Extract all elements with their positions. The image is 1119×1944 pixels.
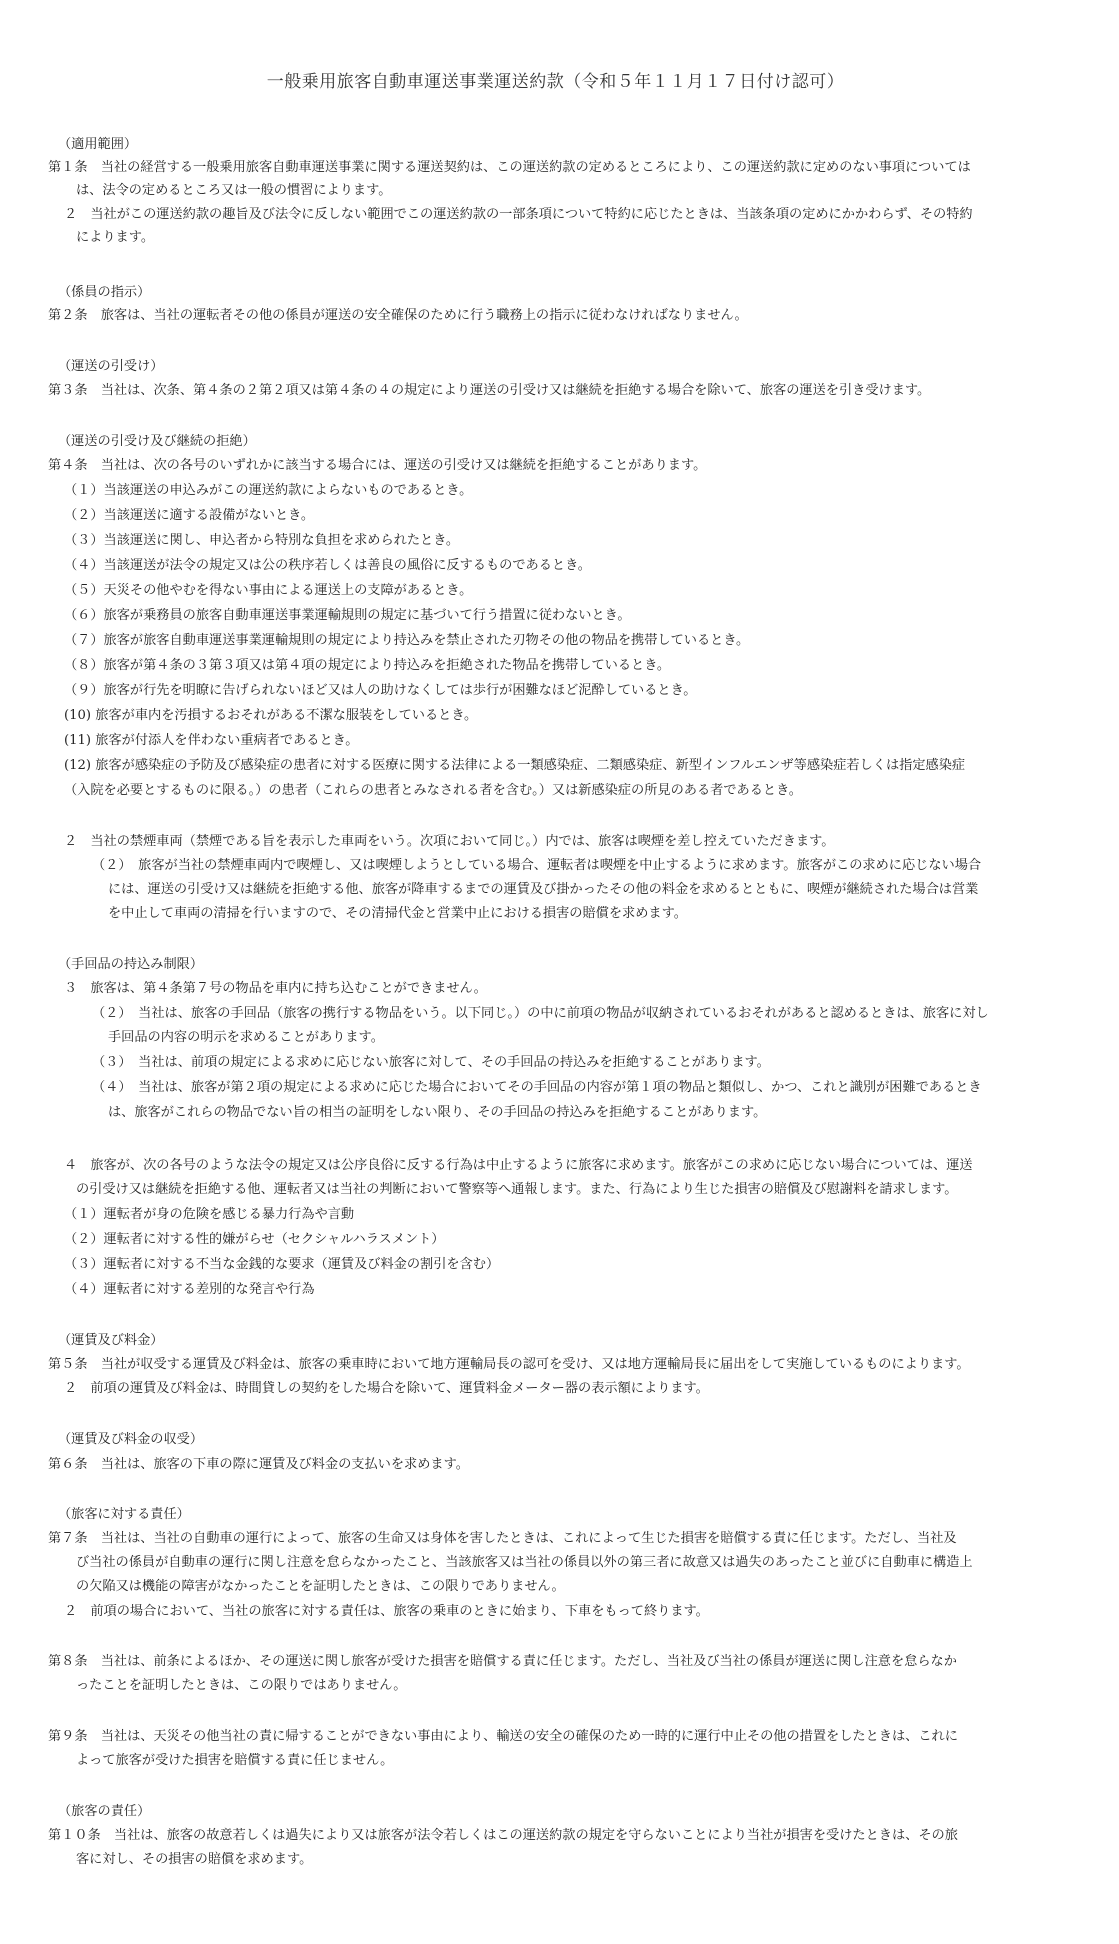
article-4-para-4-item: （２）運転者に対する性的嫌がらせ（セクシャルハラスメント） bbox=[64, 1232, 445, 1247]
section-heading: （係員の指示） bbox=[58, 285, 151, 300]
article-1: 第１条 当社の経営する一般乗用旅客自動車運送事業に関する運送契約は、この運送約款の定めるところにより、この運送約款に定めのない事項については bbox=[48, 160, 971, 175]
article-10: 第１０条 当社は、旅客の故意若しくは過失により又は旅客が法令若しくはこの運送約款の規定を守らないことにより当社が損害を受けたときは、その旅 bbox=[48, 1828, 958, 1843]
article-9-cont: よって旅客が受けた損害を賠償する責に任じません。 bbox=[76, 1753, 394, 1768]
article-3: 第３条 当社は、次条、第４条の２第２項又は第４条の４の規定により運送の引受け又は継続を拒絶する場合を除いて、旅客の運送を引き受けます。 bbox=[48, 383, 931, 398]
article-1-para-2-cont: によります。 bbox=[76, 230, 155, 245]
article-4-para-2-sub-cont: には、運送の引受け又は継続を拒絶する他、旅客が降車するまでの運賃及び掛かったその他の料金を求めるとともに、喫煙が継続された場合は営業 bbox=[108, 882, 979, 897]
article-4-item: （４）当該運送が法令の規定又は公の秩序若しくは善良の風俗に反するものであるとき。 bbox=[64, 558, 591, 573]
article-4-para-3-sub-cont: は、旅客がこれらの物品でない旨の相当の証明をしない限り、その手回品の持込みを拒絶することがあります。 bbox=[108, 1105, 767, 1120]
article-8-cont: ったことを証明したときは、この限りではありません。 bbox=[76, 1678, 407, 1693]
article-4-para-3-sub: （２） 当社は、旅客の手回品（旅客の携行する物品をいう。以下同じ。）の中に前項の物品が収納されているおそれがあると認めるときは、旅客に対し bbox=[92, 1006, 989, 1021]
article-4-item: （１）当該運送の申込みがこの運送約款によらないものであるとき。 bbox=[64, 483, 473, 498]
article-4-para-3-sub-cont: 手回品の内容の明示を求めることがあります。 bbox=[108, 1030, 384, 1045]
document-title: 一般乗用旅客自動車運送事業運送約款（令和５年１１月１７日付け認可） bbox=[266, 72, 845, 92]
section-heading: （旅客に対する責任） bbox=[58, 1507, 190, 1522]
section-heading: （手回品の持込み制限） bbox=[58, 957, 204, 972]
section-heading: （適用範囲） bbox=[58, 137, 138, 152]
article-4-para-4: ４ 旅客が、次の各号のような法令の規定又は公序良俗に反する行為は中止するように旅客に求めます。旅客がこの求めに応じない場合については、運送 bbox=[64, 1158, 973, 1173]
article-4: 第４条 当社は、次の各号のいずれかに該当する場合には、運送の引受け又は継続を拒絶することがあります。 bbox=[48, 458, 707, 473]
article-7-para-2: ２ 前項の場合において、当社の旅客に対する責任は、旅客の乗車のときに始まり、下車をもって終ります。 bbox=[64, 1604, 709, 1619]
section-heading: （運賃及び料金） bbox=[58, 1333, 164, 1348]
section-heading: （運送の引受け及び継続の拒絶） bbox=[58, 434, 256, 449]
article-4-para-2-sub-cont: を中止して車両の清掃を行いますので、その清掃代金と営業中止における損害の賠償を求めます。 bbox=[108, 906, 687, 921]
article-5: 第５条 当社が収受する運賃及び料金は、旅客の乗車時において地方運輸局長の認可を受け、又は地方運輸局長に届出をして実施しているものによります。 bbox=[48, 1357, 970, 1372]
article-4-item: （８）旅客が第４条の３第３項又は第４項の規定により持込みを拒絶された物品を携帯しているとき。 bbox=[64, 658, 671, 673]
article-4-item: (11) 旅客が付添人を伴わない重病者であるとき。 bbox=[64, 733, 359, 748]
article-7-cont: の欠陥又は機能の障害がなかったことを証明したときは、この限りでありません。 bbox=[76, 1579, 565, 1594]
article-4-item: (10) 旅客が車内を汚損するおそれがある不潔な服装をしているとき。 bbox=[64, 708, 478, 723]
article-1-cont: は、法令の定めるところ又は一般の慣習によります。 bbox=[76, 183, 392, 198]
article-4-item: （３）当該運送に関し、申込者から特別な負担を求められたとき。 bbox=[64, 533, 460, 548]
article-7-cont: び当社の係員が自動車の運行に関し注意を怠らなかったこと、当該旅客又は当社の係員以外の第三者に故意又は過失のあったこと並びに自動車に構造上 bbox=[76, 1555, 973, 1570]
article-8: 第８条 当社は、前条によるほか、その運送に関し旅客が受けた損害を賠償する責に任じます。ただし、当社及び当社の係員が運送に関し注意を怠らなか bbox=[48, 1654, 957, 1669]
article-4-para-4-item: （１）運転者が身の危険を感じる暴力行為や言動 bbox=[64, 1207, 355, 1222]
article-4-para-4-cont: の引受け又は継続を拒絶する他、運転者又は当社の判断において警察等へ通報します。また、行為により生じた損害の賠償及び慰謝料を請求します。 bbox=[76, 1182, 958, 1197]
article-4-item-cont: （入院を必要とするものに限る。）の患者（これらの患者とみなされる者を含む。）又は新感染症の所見のある者であるとき。 bbox=[64, 783, 802, 798]
article-4-para-2: ２ 当社の禁煙車両（禁煙である旨を表示した車両をいう。次項において同じ。）内では、旅客は喫煙を差し控えていただきます。 bbox=[64, 834, 835, 849]
article-4-item: （２）当該運送に適する設備がないとき。 bbox=[64, 508, 315, 523]
article-4-item: （５）天災その他やむを得ない事由による運送上の支障があるとき。 bbox=[64, 583, 473, 598]
article-9: 第９条 当社は、天災その他当社の責に帰することができない事由により、輸送の安全の確保のため一時的に運行中止その他の措置をしたときは、これに bbox=[48, 1729, 958, 1744]
article-4-para-4-item: （４）運転者に対する差別的な発言や行為 bbox=[64, 1282, 315, 1297]
section-heading: （運送の引受け） bbox=[58, 359, 164, 374]
section-heading: （運賃及び料金の収受） bbox=[58, 1432, 204, 1447]
article-4-para-3: ３ 旅客は、第４条第７号の物品を車内に持ち込むことができません。 bbox=[64, 981, 487, 996]
article-7: 第７条 当社は、当社の自動車の運行によって、旅客の生命又は身体を害したときは、これによって生じた損害を賠償する責に任じます。ただし、当社及 bbox=[48, 1531, 957, 1546]
article-4-para-2-sub: （２） 旅客が当社の禁煙車両内で喫煙し、又は喫煙しようとしている場合、運転者は喫煙を中止するように求めます。旅客がこの求めに応じない場合 bbox=[92, 858, 982, 873]
article-4-para-3-sub: （４） 当社は、旅客が第２項の規定による求めに応じた場合においてその手回品の内容が第１項の物品と類似し、かつ、これと識別が困難であるとき bbox=[92, 1080, 982, 1095]
article-10-cont: 客に対し、その損害の賠償を求めます。 bbox=[76, 1852, 313, 1867]
article-4-para-4-item: （３）運転者に対する不当な金銭的な要求（運賃及び料金の割引を含む） bbox=[64, 1257, 500, 1272]
article-4-item: （９）旅客が行先を明瞭に告げられないほど又は人の助けなくしては歩行が困難なほど泥酔しているとき。 bbox=[64, 683, 697, 698]
section-heading: （旅客の責任） bbox=[58, 1804, 151, 1819]
article-4-item: （６）旅客が乗務員の旅客自動車運送事業運輸規則の規定に基づいて行う措置に従わないとき。 bbox=[64, 608, 631, 623]
article-4-item: (12) 旅客が感染症の予防及び感染症の患者に対する医療に関する法律による一類感染症、二類感染症、新型インフルエンザ等感染症若しくは指定感染症 bbox=[64, 758, 966, 773]
article-1-para-2: ２ 当社がこの運送約款の趣旨及び法令に反しない範囲でこの運送約款の一部条項について特約に応じたときは、当該条項の定めにかかわらず、その特約 bbox=[64, 207, 973, 222]
article-4-para-3-sub: （３） 当社は、前項の規定による求めに応じない旅客に対して、その手回品の持込みを拒絶することがあります。 bbox=[92, 1055, 770, 1070]
article-4-item: （７）旅客が旅客自動車運送事業運輸規則の規定により持込みを禁止された刃物その他の物品を携帯しているとき。 bbox=[64, 633, 750, 648]
article-5-para-2: ２ 前項の運賃及び料金は、時間貸しの契約をした場合を除いて、運賃料金メーター器の表示額によります。 bbox=[64, 1381, 709, 1396]
article-6: 第６条 当社は、旅客の下車の際に運賃及び料金の支払いを求めます。 bbox=[48, 1457, 469, 1472]
article-2: 第２条 旅客は、当社の運転者その他の係員が運送の安全確保のために行う職務上の指示に従わなければなりません。 bbox=[48, 308, 748, 323]
